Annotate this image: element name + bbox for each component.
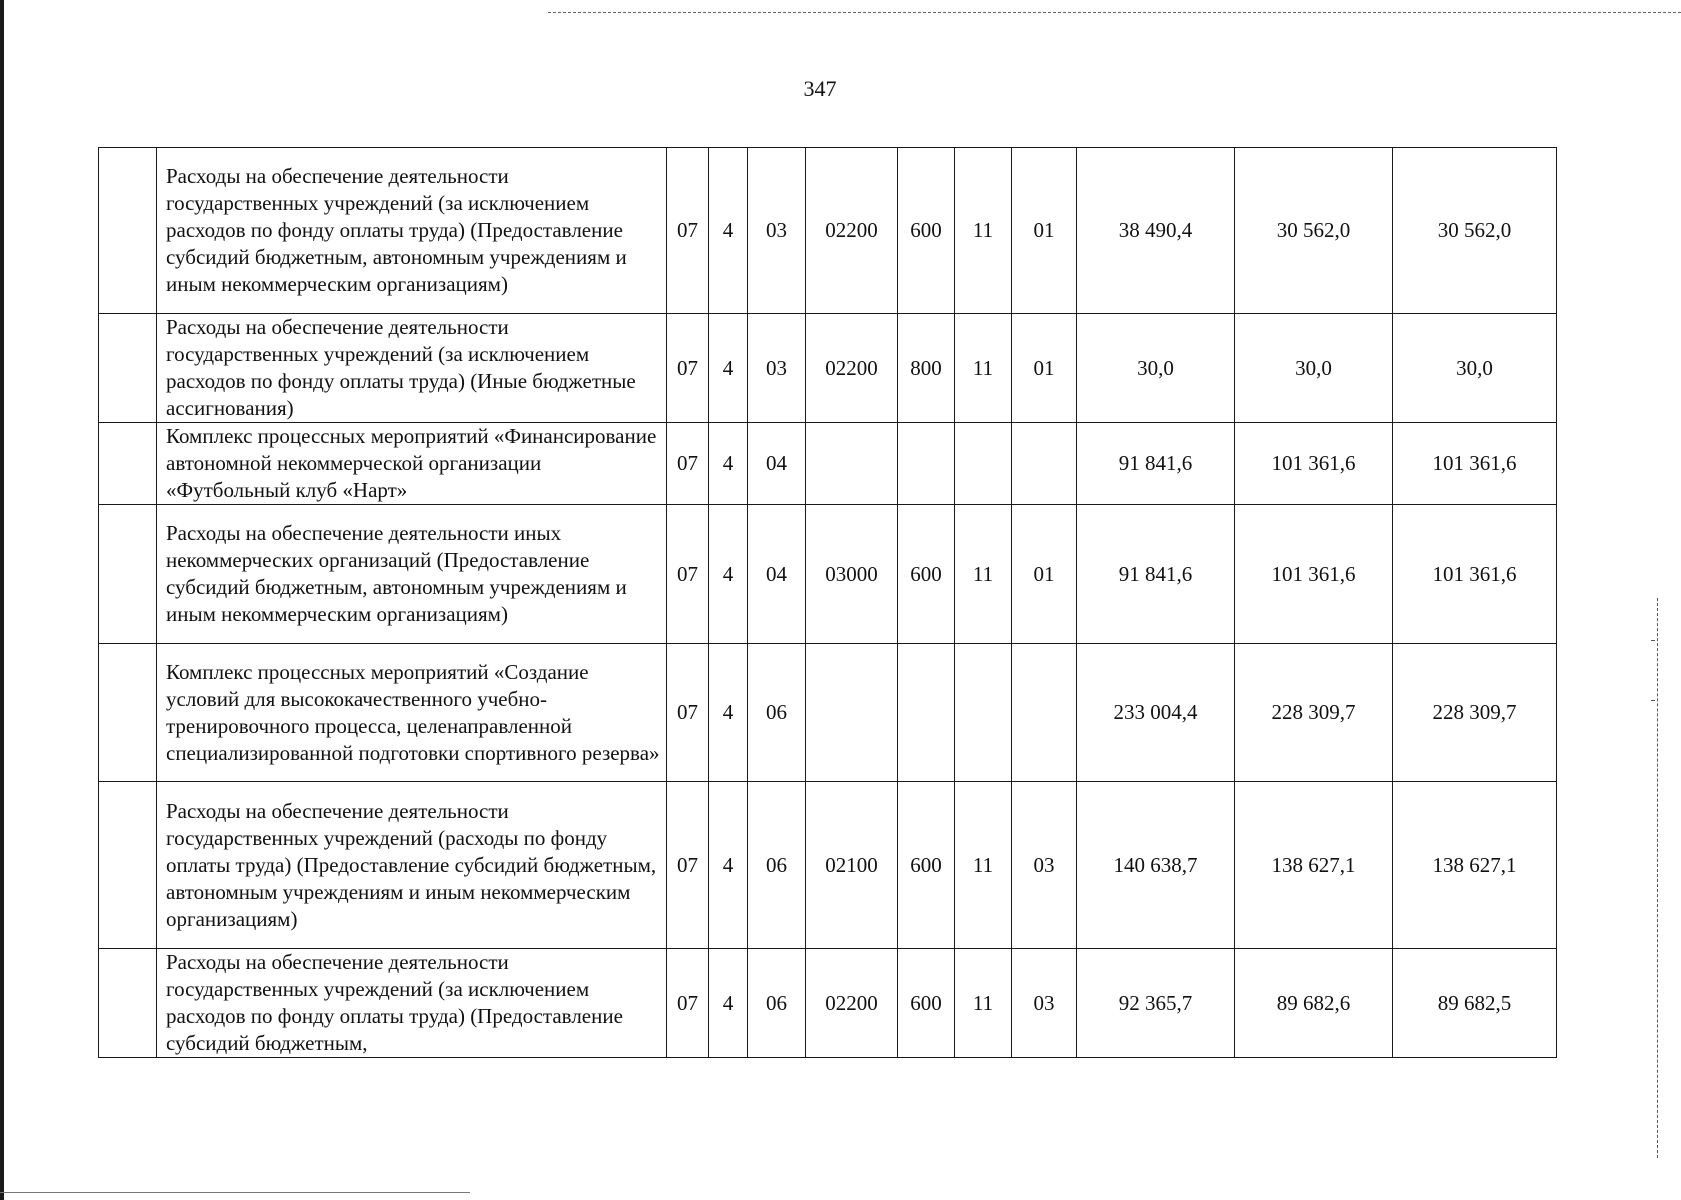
description-cell: Комплекс процессных мероприятий «Финансирование автономной некоммерческой организации «Футбольный клуб «Нарт» xyxy=(157,423,667,505)
amount-year-1-cell: 92 365,7 xyxy=(1077,949,1235,1058)
amount-year-1-cell: 233 004,4 xyxy=(1077,644,1235,782)
expense-code-cell: 02200 xyxy=(806,148,898,314)
expense-code-cell: 02200 xyxy=(806,949,898,1058)
type-code-cell: 600 xyxy=(898,505,955,644)
expense-code-cell xyxy=(806,423,898,505)
amount-year-3-cell: 101 361,6 xyxy=(1393,505,1557,644)
description-cell: Расходы на обеспечение деятельности иных некоммерческих организаций (Предоставление субсидий бюджетным, автономным учреждениям и иным некоммерческим организациям) xyxy=(157,505,667,644)
section-code-cell: 07 xyxy=(667,505,709,644)
type-code-cell: 600 xyxy=(898,148,955,314)
table-row xyxy=(99,423,1557,505)
program-code-cell: 04 xyxy=(748,505,806,644)
subsection-code-cell: 4 xyxy=(709,148,748,314)
section-code-cell: 07 xyxy=(667,314,709,423)
program-code-cell: 06 xyxy=(748,644,806,782)
amount-year-3-cell: 30,0 xyxy=(1393,314,1557,423)
amount-year-3-cell: 138 627,1 xyxy=(1393,782,1557,949)
expense-code-cell: 03000 xyxy=(806,505,898,644)
subtype-code-cell xyxy=(955,423,1012,505)
amount-year-1-cell: 30,0 xyxy=(1077,314,1235,423)
section-code-cell: 07 xyxy=(667,644,709,782)
subsection-code-cell: 4 xyxy=(709,644,748,782)
amount-year-1-cell: 38 490,4 xyxy=(1077,148,1235,314)
description-cell: Расходы на обеспечение деятельности государственных учреждений (за исключением расходов по фонду оплаты труда) (Предоставление субсидий бюджетным, автономным учреждениям и иным некоммерческим организациям) xyxy=(157,148,667,314)
description-cell: Расходы на обеспечение деятельности государственных учреждений (за исключением расходов по фонду оплаты труда) (Предоставление субсидий бюджетным, xyxy=(157,949,667,1058)
subtype-code-cell: 11 xyxy=(955,314,1012,423)
section-code-cell: 07 xyxy=(667,423,709,505)
element-code-cell: 03 xyxy=(1012,949,1077,1058)
amount-year-3-cell: 30 562,0 xyxy=(1393,148,1557,314)
subtype-code-cell xyxy=(955,644,1012,782)
section-code-cell: 07 xyxy=(667,949,709,1058)
subtype-code-cell: 11 xyxy=(955,148,1012,314)
row-number-cell xyxy=(99,782,157,949)
subsection-code-cell: 4 xyxy=(709,505,748,644)
type-code-cell xyxy=(898,644,955,782)
amount-year-3-cell: 101 361,6 xyxy=(1393,423,1557,505)
type-code-cell xyxy=(898,423,955,505)
table-row xyxy=(99,505,1557,644)
budget-table xyxy=(98,147,1557,1058)
table-row xyxy=(99,782,1557,949)
scan-top-line xyxy=(548,12,1681,13)
table-row xyxy=(99,644,1557,782)
row-number-cell xyxy=(99,949,157,1058)
subtype-code-cell: 11 xyxy=(955,949,1012,1058)
amount-year-2-cell: 138 627,1 xyxy=(1235,782,1393,949)
amount-year-2-cell: 101 361,6 xyxy=(1235,423,1393,505)
expense-code-cell xyxy=(806,644,898,782)
section-code-cell: 07 xyxy=(667,148,709,314)
amount-year-2-cell: 228 309,7 xyxy=(1235,644,1393,782)
subsection-code-cell: 4 xyxy=(709,423,748,505)
table-row xyxy=(99,949,1557,1058)
description-cell: Расходы на обеспечение деятельности государственных учреждений (за исключением расходов по фонду оплаты труда) (Иные бюджетные ассигнования) xyxy=(157,314,667,423)
table-row xyxy=(99,148,1557,314)
budget-table-body xyxy=(99,148,1557,1058)
amount-year-2-cell: 30 562,0 xyxy=(1235,148,1393,314)
expense-code-cell: 02100 xyxy=(806,782,898,949)
element-code-cell: 01 xyxy=(1012,148,1077,314)
expense-code-cell: 02200 xyxy=(806,314,898,423)
amount-year-3-cell: 89 682,5 xyxy=(1393,949,1557,1058)
type-code-cell: 600 xyxy=(898,782,955,949)
amount-year-1-cell: 91 841,6 xyxy=(1077,505,1235,644)
program-code-cell: 04 xyxy=(748,423,806,505)
row-number-cell xyxy=(99,423,157,505)
table-row xyxy=(99,314,1557,423)
subtype-code-cell: 11 xyxy=(955,782,1012,949)
scan-bottom-line xyxy=(0,1192,470,1193)
scan-right-tick xyxy=(1651,700,1655,701)
description-cell: Комплекс процессных мероприятий «Создание условий для высококачественного учебно-тренировочного процесса, целенаправленной специализированной подготовки спортивного резерва» xyxy=(157,644,667,782)
subtype-code-cell: 11 xyxy=(955,505,1012,644)
description-cell: Расходы на обеспечение деятельности государственных учреждений (расходы по фонду оплаты труда) (Предоставление субсидий бюджетным, автономным учреждениям и иным некоммерческим организациям) xyxy=(157,782,667,949)
type-code-cell: 600 xyxy=(898,949,955,1058)
amount-year-2-cell: 30,0 xyxy=(1235,314,1393,423)
program-code-cell: 06 xyxy=(748,949,806,1058)
row-number-cell xyxy=(99,505,157,644)
amount-year-2-cell: 89 682,6 xyxy=(1235,949,1393,1058)
element-code-cell: 01 xyxy=(1012,314,1077,423)
section-code-cell: 07 xyxy=(667,782,709,949)
program-code-cell: 03 xyxy=(748,148,806,314)
program-code-cell: 03 xyxy=(748,314,806,423)
program-code-cell: 06 xyxy=(748,782,806,949)
amount-year-2-cell: 101 361,6 xyxy=(1235,505,1393,644)
scan-left-edge xyxy=(0,0,4,1200)
scan-right-dashes xyxy=(1657,598,1658,1158)
element-code-cell xyxy=(1012,644,1077,782)
amount-year-1-cell: 91 841,6 xyxy=(1077,423,1235,505)
row-number-cell xyxy=(99,148,157,314)
element-code-cell: 01 xyxy=(1012,505,1077,644)
row-number-cell xyxy=(99,314,157,423)
subsection-code-cell: 4 xyxy=(709,949,748,1058)
amount-year-3-cell: 228 309,7 xyxy=(1393,644,1557,782)
page-number: 347 xyxy=(803,76,837,101)
subsection-code-cell: 4 xyxy=(709,314,748,423)
type-code-cell: 800 xyxy=(898,314,955,423)
amount-year-1-cell: 140 638,7 xyxy=(1077,782,1235,949)
subsection-code-cell: 4 xyxy=(709,782,748,949)
scan-right-tick xyxy=(1651,640,1655,641)
row-number-cell xyxy=(99,644,157,782)
element-code-cell xyxy=(1012,423,1077,505)
element-code-cell: 03 xyxy=(1012,782,1077,949)
